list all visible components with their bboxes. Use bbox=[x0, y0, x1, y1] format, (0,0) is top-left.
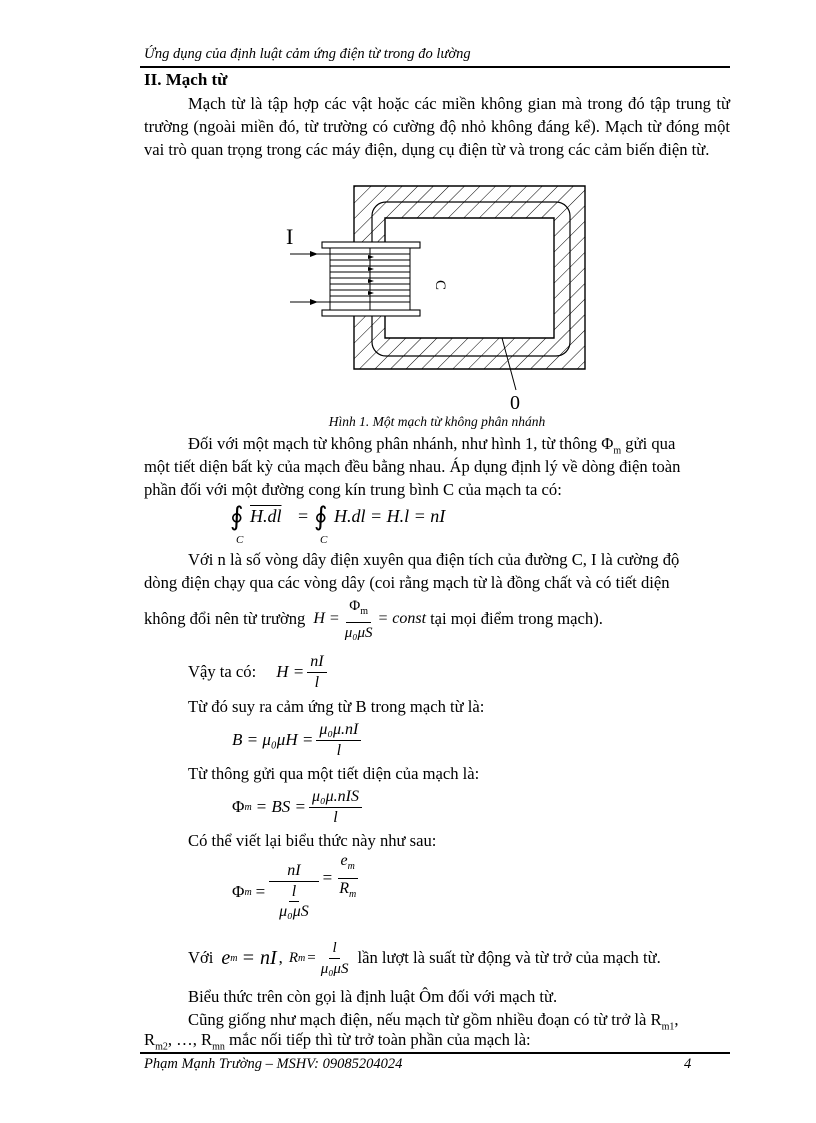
eq1-sub-c1: C bbox=[236, 534, 244, 546]
equation-b: B = μ₀μH = $\frac{\text{μ₀μ.nI}}{l}$ bbox=[232, 718, 361, 762]
eq1-sub-c2: C bbox=[320, 534, 328, 546]
oint-symbol-1: ∮ bbox=[230, 502, 244, 531]
lead-arrow-bottom bbox=[310, 299, 318, 305]
p9-line1: Cũng giống như mạch điện, nếu mạch từ gồm nhiều đoạn có từ trở là $R_{m1}$, bbox=[188, 1010, 679, 1033]
lead-arrow-top bbox=[310, 251, 318, 257]
p9-line2: $R_{m2}$, …, $R_{mn}$ mắc nối tiếp thì từ trở toàn phần của mạch là: bbox=[144, 1030, 531, 1053]
intro-paragraph bbox=[144, 92, 730, 162]
coil-flange-top bbox=[322, 242, 420, 248]
intro-text: Mạch từ là tập hợp các vật hoặc các miền không gian mà trong đó tập trung từ trường (ngoài miền đó, từ trường có cường độ nhỏ không đáng kể). Mạch từ đóng một vai trò quan trọng trong các máy điện, dụng cụ điện từ và trong các cảm biến điện từ. bbox=[144, 94, 730, 160]
eq2-fraction: $\frac{nI}{l}$ bbox=[307, 653, 326, 692]
page-number: 4 bbox=[684, 1056, 692, 1072]
eq5-em-rm-fraction: $\frac{e_m}{R_m}$ bbox=[339, 852, 357, 900]
magnetic-circuit-figure bbox=[270, 178, 600, 414]
p1-line3: phần đối với một đường cong kín trung bình C của mạch ta có: bbox=[144, 480, 562, 499]
p5-line: Từ thông gửi qua một tiết diện của mạch là: bbox=[188, 764, 480, 783]
p1-line2: một tiết diện bất kỳ của mạch đều bằng nhau. Áp dụng định lý về dòng điện toàn bbox=[144, 457, 681, 476]
coil-flange-bottom bbox=[322, 310, 420, 316]
p2-line3: không đổi nên từ trường H = $\frac{\Phi_m}{\text{μ₀μS}}$ = const tại mọi điểm trong mạch). bbox=[144, 597, 603, 641]
p2-line1: Với n là số vòng dây điện xuyên qua điện tích của đường C, I là cường độ bbox=[188, 550, 680, 569]
p7-line: Với e m = nI , R m = $\frac{l}{\text{μ₀μS}}$ lần lượt là suất từ động và từ trở của mạch từ. bbox=[188, 939, 661, 977]
running-header: Ứng dụng của định luật cảm ứng điện từ trong đo lường bbox=[144, 46, 471, 62]
p7-rm-fraction: $\frac{l}{\text{μ₀μS}}$ bbox=[320, 939, 349, 977]
figure-caption: Hình 1. Một mạch từ không phân nhánh bbox=[328, 414, 546, 429]
eq1-equals: = bbox=[298, 506, 309, 526]
label-path-c: C bbox=[432, 280, 448, 291]
footer-rule bbox=[140, 1052, 730, 1054]
p2-line2: dòng điện chạy qua các vòng dây (coi rằng mạch từ là đồng chất và có tiết diện bbox=[144, 573, 670, 592]
header-rule bbox=[140, 66, 730, 68]
eq-H-fraction: $\frac{\Phi_m}{\text{μ₀μS}}$ bbox=[344, 597, 373, 641]
equation-ohm-form: Φ m = nI l μ₀μS = $\frac{e_m}{R_m}$ bbox=[232, 856, 359, 928]
equation-flux: Φ m = BS = $\frac{\text{μ₀μ.nIS}}{l}$ bbox=[232, 785, 362, 829]
eq3-fraction: $\frac{\text{μ₀μ.nI}}{l}$ bbox=[316, 721, 361, 760]
eq5-compound-fraction: nI l μ₀μS bbox=[269, 862, 318, 922]
label-current-i: I bbox=[286, 224, 294, 249]
p1-line1: Đối với một mạch từ không phân nhánh, như hình 1, từ thông $\Phi_m$ gửi qua bbox=[188, 434, 676, 457]
p4-line: Từ đó suy ra cảm ứng từ B trong mạch từ là: bbox=[188, 697, 485, 716]
p3-line: Vậy ta có: H = $\frac{nI}{l}$ bbox=[188, 650, 327, 694]
eq4-fraction: $\frac{\text{μ₀μ.nIS}}{l}$ bbox=[309, 788, 362, 827]
eq1-rhs: H.dl = H.l = nI bbox=[334, 506, 446, 526]
footer-author: Phạm Mạnh Trường – MSHV: 09085204024 bbox=[144, 1056, 403, 1072]
oint-symbol-2: ∮ bbox=[314, 502, 328, 531]
label-zero: 0 bbox=[510, 392, 520, 414]
eq1-lhs: H.dl bbox=[250, 506, 282, 526]
section-heading: II. Mạch từ bbox=[144, 70, 228, 89]
p6-line: Có thể viết lại biểu thức này như sau: bbox=[188, 831, 437, 850]
p8-line: Biểu thức trên còn gọi là định luật Ôm đối với mạch từ. bbox=[188, 987, 558, 1006]
